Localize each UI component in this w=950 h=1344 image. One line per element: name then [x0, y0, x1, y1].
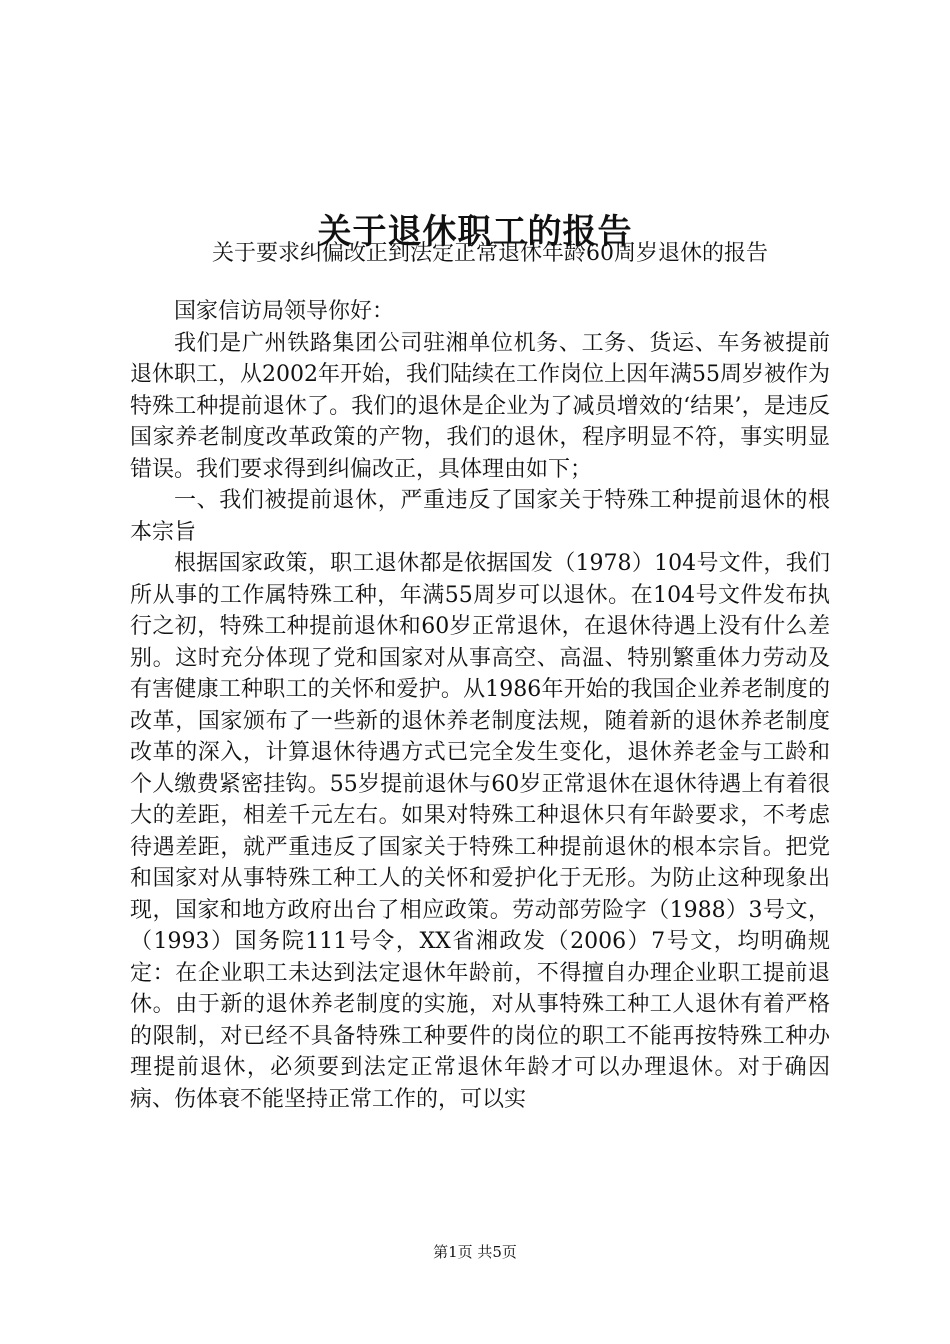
paragraph-section-heading: 一、我们被提前退休，严重违反了国家关于特殊工种提前退休的根本宗旨	[130, 488, 830, 545]
document-subtitle: 关于要求纠偏改正到法定正常退休年龄60周岁退休的报告	[212, 241, 768, 266]
paragraph-intro: 我们是广州铁路集团公司驻湘单位机务、工务、货运、车务被提前退休职工，从2002年开始，我们陆续在工作岗位上因年满55周岁被作为特殊工种提前退休了。我们的退休是企业为了减员增效的‘结果’，是违反国家养老制度改革政策的产物，我们的退休，程序明显不符，事实明显错误。我们要求得到纠偏改正，具体理由如下；	[130, 330, 830, 482]
paragraph-policy: 根据国家政策，职工退休都是依据国发（1978）104号文件，我们所从事的工作属特殊工种，年满55周岁可以退休。在104号文件发布执行之初，特殊工种提前退休和60岁正常退休，在退休待遇上没有什么差别。这时充分体现了党和国家对从事高空、高温、特别繁重体力劳动及有害健康工种职工的关怀和爱护。从1986年开始的我国企业养老制度的改革，国家颁布了一些新的退休养老制度法规，随着新的退休养老制度改革的深入，计算退休待遇方式已完全发生变化，退休养老金与工龄和个人缴费紧密挂钩。55岁提前退休与60岁正常退休在退休待遇上有着很大的差距，相差千元左右。如果对特殊工种退休只有年龄要求，不考虑待遇差距，就严重违反了国家关于特殊工种提前退休的根本宗旨。把党和国家对从事特殊工种工人的关怀和爱护化于无形。为防止这种现象出现，国家和地方政府出台了相应政策。劳动部劳险字（1988）3号文，（1993）国务院111号令，XX省湘政发（2006）7号文，均明确规定：在企业职工未达到法定退休年龄前，不得擅自办理企业职工提前退休。由于新的退休养老制度的实施，对从事特殊工种工人退休有着严格的限制，对已经不具备特殊工种要件的岗位的职工不能再按特殊工种办理提前退休，必须要到法定正常退休年龄才可以办理退休。对于确因病、伤体衰不能坚持正常工作的，可以实	[130, 551, 830, 1112]
paragraph-greeting: 国家信访局领导你好：	[174, 299, 395, 324]
page-footer: 第1页 共5页	[433, 1243, 517, 1261]
document-body	[130, 296, 830, 1115]
document-title: 关于退休职工的报告	[317, 211, 633, 252]
